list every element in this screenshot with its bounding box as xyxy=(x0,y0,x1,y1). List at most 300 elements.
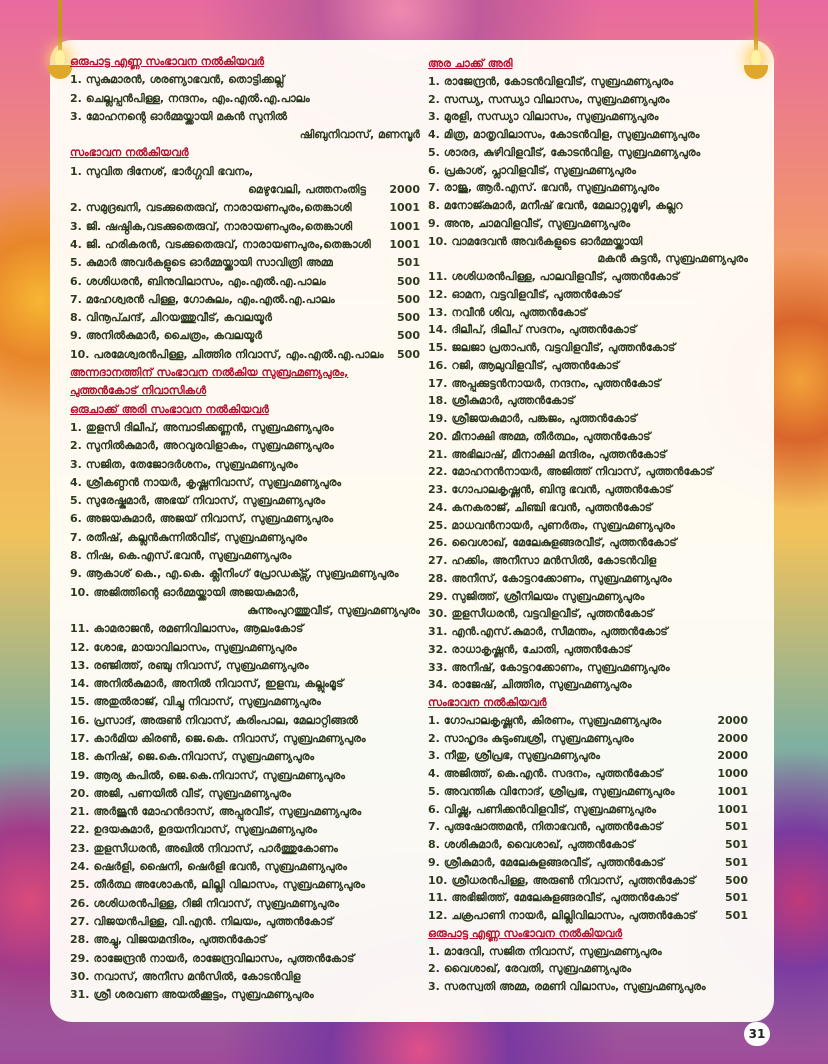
donor-text: ശ്രീജയകുമാർ, പങ്കജം, പുത്തൻകോട് xyxy=(451,412,637,425)
donor-text: വിനൂപ്ചന്ദ്, ചിറയത്തുവീട്, കവലയൂർ xyxy=(85,311,272,325)
item-number: 34. xyxy=(428,678,448,692)
list-item xyxy=(70,456,420,474)
list-item xyxy=(428,854,748,872)
list-item xyxy=(428,162,748,180)
list-item xyxy=(428,446,748,464)
list-item xyxy=(428,268,748,286)
list-item xyxy=(70,291,420,309)
donor-text: ഉദയകുമാർ, ഉദയനിവാസ്, സുബ്രഹ്മണ്യപുരം xyxy=(93,823,317,837)
donor-text: അനീസ്, കോട്ടറക്കോണം, സുബ്രഹ്മണ്യപുരം xyxy=(451,571,672,585)
donation-amount: 501 xyxy=(725,838,748,851)
donor-text: അനിൽകുമാർ, ചൈത്രം, കവലയൂർ xyxy=(85,329,263,343)
list-item xyxy=(70,199,420,217)
list-item xyxy=(70,218,420,236)
item-number: 11. xyxy=(428,891,448,905)
list-item xyxy=(70,547,420,565)
list-item xyxy=(428,481,748,499)
list-item xyxy=(428,943,748,961)
item-number: 2. xyxy=(428,731,440,745)
list-item xyxy=(428,765,748,783)
item-number: 18. xyxy=(428,394,448,408)
donor-text: അർജുൻ മോഹൻദാസ്, അപ്പുരവീട്, സുബ്രഹ്മണ്യപുരം xyxy=(93,805,362,819)
item-number: 3. xyxy=(428,110,440,124)
list-item xyxy=(70,529,420,547)
item-number: 14. xyxy=(70,677,90,691)
item-number: 6. xyxy=(70,512,82,526)
list-item xyxy=(428,818,748,836)
list-item xyxy=(428,588,748,606)
list-item xyxy=(428,712,748,730)
item-number: 23. xyxy=(70,841,90,855)
list-item xyxy=(428,410,748,428)
item-number: 3. xyxy=(70,219,82,233)
list-item xyxy=(428,730,748,748)
donor-text: അതുൽരാജ്, വിച്ചു നിവാസ്, സുബ്രഹ്മണ്യപുരം xyxy=(93,695,321,709)
donor-text: കാർമിയ കിരൺ, ജെ.കെ. നിവാസ്, സുബ്രഹ്മണ്യപുരം xyxy=(93,731,366,745)
list-item xyxy=(428,375,748,393)
list-item xyxy=(428,73,748,91)
list-item xyxy=(70,803,420,821)
item-number: 9. xyxy=(428,216,440,230)
donor-text: നിഷ, കെ.എസ്.ഭവൻ, സുബ്രഹ്മണ്യപുരം xyxy=(85,549,292,563)
donor-text: സുരേഷ്കുമാർ, അഭയ് നിവാസ്, സുബ്രഹ്മണ്യപുരം xyxy=(85,494,326,508)
list-item xyxy=(428,570,748,588)
item-number: 6. xyxy=(428,163,440,177)
item-number: 7. xyxy=(70,292,82,306)
donation-amount: 501 xyxy=(397,256,420,270)
item-number: 7. xyxy=(428,820,440,834)
item-number: 23. xyxy=(428,483,448,496)
list-item xyxy=(70,327,420,345)
item-number: 8. xyxy=(70,311,82,325)
list-item xyxy=(70,876,420,894)
list-item xyxy=(428,676,748,694)
item-number: 2. xyxy=(70,201,82,215)
donor-text: സുനിൽകുമാർ, അറവുരവിളാകം, സുബ്രഹ്മണ്യപുരം xyxy=(85,439,334,453)
list-item xyxy=(428,534,748,552)
list-item xyxy=(70,748,420,766)
list-item xyxy=(70,657,420,675)
donor-text: പുരുഷോത്തമൻ, നിതാഭവൻ, പുത്തൻകോട് xyxy=(443,820,663,834)
list-item xyxy=(428,783,748,801)
donor-text: കുമാർ അവർകളുടെ ഓർമ്മയ്ക്കായി സാവിത്രി അമ്മ xyxy=(85,256,333,270)
list-item xyxy=(70,474,420,492)
list-item xyxy=(428,960,748,978)
donor-text: അജിത്ത്, കെ.എൻ. സദനം, പുത്തൻകോട് xyxy=(443,767,663,780)
donor-text: മെഴുവേലി, പത്തനംതിട്ട xyxy=(248,183,366,197)
list-item xyxy=(428,659,748,677)
item-number: 14. xyxy=(428,323,448,337)
donor-text: എൻ.എസ്.കുമാർ, സീമന്തം, പുത്തൻകോട് xyxy=(451,625,668,638)
item-number: 15. xyxy=(70,695,90,709)
donor-text: സമുദ്രഖനി, വടക്കുതെരുവ്, നാരായണപുരം,തെങ്കാശി xyxy=(85,201,352,215)
donor-text: സന്ധ്യ, സന്ധ്യാ വിലാസം, സുബ്രഹ്മണ്യപുരം xyxy=(443,92,670,106)
donor-text: മകൻ കുട്ടൻ, സുബ്രഹ്മണ്യപുരം xyxy=(597,252,748,266)
donor-text: ശശികുമാർ, വൈശാഖ്, പുത്തൻകോട് xyxy=(443,838,635,851)
list-item xyxy=(70,767,420,785)
item-number: 27. xyxy=(70,914,90,928)
list-item xyxy=(70,309,420,327)
donor-text: നീതു, ശ്രീപ്രഭ, സുബ്രഹ്മണ്യപുരം xyxy=(443,749,600,763)
item-number: 31. xyxy=(428,625,448,638)
donor-text: നവാസ്, അനീസ മൻസിൽ, കോടൻവിള xyxy=(93,969,301,983)
list-item xyxy=(428,889,748,907)
donor-text: വിഷ്ണു, പണിക്കൻവിളവീട്, സുബ്രഹ്മണ്യപുരം xyxy=(443,802,656,816)
donor-text: തുളസീധരൻ, അഖിൽ നിവാസ്, പാർത്തുകോണം xyxy=(93,841,338,855)
item-number: 3. xyxy=(70,457,82,471)
list-item-continuation xyxy=(428,250,748,268)
list-item xyxy=(428,321,748,339)
donor-text: ഗോപാലകൃഷ്ണൻ, കിരണം, സുബ്രഹ്മണ്യപുരം xyxy=(443,713,662,727)
donor-text: നവീൻ ശിവ, പുത്തൻകോട് xyxy=(451,305,587,319)
list-item xyxy=(70,510,420,528)
donor-text: കനിഷ്, ജെ.കെ.നിവാസ്, സുബ്രഹ്മണ്യപുരം xyxy=(93,750,315,764)
right-column xyxy=(428,55,748,996)
donor-text: വാമദേവൻ അവർകളുടെ ഓർമ്മയ്ക്കായി xyxy=(451,234,643,248)
donor-text: രാജേന്ദ്രൻ നായർ, രാജേന്ദ്രവിലാസം, പുത്തൻകോട് xyxy=(93,951,355,965)
item-number: 3. xyxy=(428,980,440,993)
page-number: 31 xyxy=(744,1022,770,1046)
item-number: 9. xyxy=(70,567,82,581)
donor-text: ഷിബുനിവാസ്, മണമ്പൂർ xyxy=(299,128,420,142)
list-item xyxy=(70,163,420,181)
item-number: 12. xyxy=(428,287,448,301)
left-column xyxy=(70,53,420,1004)
item-number: 29. xyxy=(70,951,90,965)
item-number: 4. xyxy=(70,475,82,489)
donation-amount: 501 xyxy=(725,820,748,834)
donor-text: ശശിധരൻ, ബിനുവിലാസം, എം.എൽ.എ.പാലം xyxy=(85,274,326,288)
donor-text: അഭിജിത്ത്, മേലേകുളങ്ങരവീട്, പുത്തൻകോട് xyxy=(451,891,678,905)
item-number: 22. xyxy=(428,465,448,479)
item-number: 22. xyxy=(70,823,90,837)
donor-text: വൈശാഖ്, മേലേകുളങ്ങരവീട്, പുത്തൻകോട് xyxy=(451,536,677,550)
item-number: 4. xyxy=(428,767,440,780)
item-number: 26. xyxy=(70,896,90,910)
list-item xyxy=(70,620,420,638)
list-item xyxy=(70,931,420,949)
donor-text: തുളസീധരൻ, വട്ടവിളവീട്, പുത്തൻകോട് xyxy=(451,607,654,621)
donation-amount: 1001 xyxy=(389,201,420,215)
donor-text: ജലജാ പ്രതാപൻ, വട്ടവിളവീട്, പുത്തൻകോട് xyxy=(451,341,676,354)
item-number: 1. xyxy=(70,73,82,87)
list-item xyxy=(70,821,420,839)
donor-text: വൈശാഖ്, രേവതി, സുബ്രഹ്മണ്യപുരം xyxy=(443,962,632,976)
donation-amount: 2000 xyxy=(389,183,420,197)
donor-text: രതീഷ്, കല്ലൻകുന്നിൽവീട്, സുബ്രഹ്മണ്യപുരം xyxy=(85,530,307,544)
section-heading: ഒരുപാട്ട എണ്ണ സംഭാവന നൽകിയവർ xyxy=(428,926,623,940)
donor-text: ആകാശ് കെ., എ.കെ. ക്ലീനിംഗ് പ്രോഡക്ട്സ്, സുബ്രഹ്മണ്യപുരം xyxy=(85,567,399,581)
list-item-continuation xyxy=(70,181,420,199)
item-number: 16. xyxy=(70,713,90,727)
donor-text: അച്ചു, വിജയമന്ദിരം, പുത്തൻകോട് xyxy=(93,933,267,947)
item-number: 10. xyxy=(70,347,90,361)
item-number: 27. xyxy=(428,554,448,567)
donor-text: ശശിധരൻപിള്ള, പാലവിളവീട്, പുത്തൻകോട് xyxy=(451,270,679,283)
donor-text: സുകുമാരൻ, ശരണ്യാഭവൻ, തൊട്ടിക്കല്ല് xyxy=(85,73,285,87)
donor-text: രാധാകൃഷ്ണൻ, ചോതി, പുത്തൻകോട് xyxy=(451,642,632,656)
item-number: 9. xyxy=(428,855,440,869)
donor-text: തുളസി ദിലീപ്, അമ്പാടിക്കണ്ണൻ, സുബ്രഹ്മണ്യപുരം xyxy=(85,420,334,434)
item-number: 8. xyxy=(428,838,440,851)
item-number: 6. xyxy=(70,274,82,288)
item-number: 5. xyxy=(428,784,440,798)
list-item xyxy=(428,126,748,144)
donor-text: കുന്നുംപുറത്തുവീട്, സുബ്രഹ്മണ്യപുരം xyxy=(247,603,420,617)
item-number: 10. xyxy=(428,234,448,248)
item-number: 25. xyxy=(428,518,448,532)
list-item xyxy=(428,836,748,854)
donor-text: അഭിലാഷ്, മീനാക്ഷി മന്ദിരം, പുത്തൻകോട് xyxy=(451,447,667,461)
item-number: 11. xyxy=(428,270,448,283)
donation-amount: 500 xyxy=(397,347,420,361)
donation-amount: 500 xyxy=(725,873,748,887)
donor-text: മനോജ്കുമാർ, മനീഷ് ഭവൻ, മേലാറ്റുമൂഴി, കല്ലറ xyxy=(443,199,683,212)
list-item xyxy=(428,463,748,481)
donor-text: മോഹനന്റെ ഓർമ്മയ്ക്കായി മകൻ സുനിൽ xyxy=(85,109,288,123)
donor-text: രഞ്ജിത്ത്, രഞ്ചു നിവാസ്, സുബ്രഹ്മണ്യപുരം xyxy=(93,658,309,672)
donation-amount: 1000 xyxy=(717,767,748,780)
item-number: 18. xyxy=(70,750,90,764)
section-heading: ഒരുപാട്ട എണ്ണ സംഭാവന നൽകിയവർ xyxy=(70,55,265,68)
donor-text: അജയകുമാർ, അജയ് നിവാസ്, സുബ്രഹ്മണ്യപുരം xyxy=(85,512,334,526)
list-item xyxy=(428,872,748,890)
item-number: 30. xyxy=(70,969,90,983)
donor-text: മുരളി, സന്ധ്യാ വിലാസം, സുബ്രഹ്മണ്യപുരം xyxy=(443,110,659,124)
donor-text: അനു, ചാമവിളവീട്, സുബ്രഹ്മണ്യപുരം xyxy=(443,216,631,230)
list-item xyxy=(428,978,748,996)
item-number: 11. xyxy=(70,622,90,636)
item-number: 10. xyxy=(428,873,448,887)
list-item xyxy=(70,858,420,876)
donor-text: ജി. ഹരികരൻ, വടക്കുതെരുവ്, നാരായണപുരം,തെങ്കാശി xyxy=(85,237,371,251)
item-number: 7. xyxy=(70,530,82,544)
donor-text: ചെല്ലപ്പൻപിള്ള, നന്ദനം, എം.എൽ.എ.പാലം xyxy=(85,91,310,105)
donor-text: ഷെർളി, ഷൈനി, ഷെർളി ഭവൻ, സുബ്രഹ്മണ്യപുരം xyxy=(93,860,348,874)
list-item xyxy=(70,986,420,1004)
item-number: 26. xyxy=(428,536,448,550)
donation-amount: 500 xyxy=(397,329,420,343)
item-number: 1. xyxy=(428,74,440,88)
donor-text: ജി. ഷഷ്ഠിക,വടക്കുതെരുവ്, നാരായണപുരം,തെങ്കാശി xyxy=(85,219,353,233)
section-heading: സംഭാവന നൽകിയവർ xyxy=(70,146,189,160)
donor-text: തീർത്ഥ അശോകൻ, ലില്ലി വിലാസം, സുബ്രഹ്മണ്യപുരം xyxy=(93,878,366,892)
list-item xyxy=(70,108,420,126)
donor-text: മിത്ര, മാതൃവിലാസം, കോടൻവിള, സുബ്രഹ്മണ്യപുരം xyxy=(443,128,700,141)
donor-text: സജിത, തേജോദർശനം, സുബ്രഹ്മണ്യപുരം xyxy=(85,457,298,471)
item-number: 2. xyxy=(70,91,82,105)
item-number: 16. xyxy=(428,358,448,372)
section-heading: ഒരുചാക്ക് അരി സംഭാവന നൽകിയവർ xyxy=(70,402,269,416)
donor-text: അപ്പുക്കുട്ടൻനായർ, നന്ദനം, പുത്തൻകോട് xyxy=(451,376,661,390)
list-item xyxy=(70,675,420,693)
list-item xyxy=(428,357,748,375)
item-number: 28. xyxy=(428,571,448,585)
list-item xyxy=(70,90,420,108)
donor-text: രാജു, ആർ.എസ്. ഭവൻ, സുബ്രഹ്മണ്യപുരം xyxy=(443,181,660,195)
donor-text: മാദേവി, സജിത നിവാസ്, സുബ്രഹ്മണ്യപുരം xyxy=(443,944,662,958)
donation-amount: 501 xyxy=(725,909,748,922)
list-item-continuation xyxy=(70,602,420,620)
item-number: 5. xyxy=(70,494,82,508)
list-item xyxy=(428,179,748,197)
donation-amount: 500 xyxy=(397,292,420,306)
item-number: 4. xyxy=(428,128,440,141)
item-number: 29. xyxy=(428,589,448,603)
list-item xyxy=(70,71,420,89)
item-number: 5. xyxy=(70,256,82,270)
list-item xyxy=(428,623,748,641)
item-number: 1. xyxy=(428,713,440,727)
list-item xyxy=(70,565,420,583)
list-item xyxy=(70,346,420,364)
list-item xyxy=(428,286,748,304)
list-item xyxy=(428,392,748,410)
item-number: 3. xyxy=(70,109,82,123)
donor-text: കനകരാജ്, ചിഞ്ചി ഭവൻ, പുത്തൻകോട് xyxy=(451,500,653,514)
item-number: 32. xyxy=(428,642,448,656)
donation-amount: 2000 xyxy=(717,713,748,727)
item-number: 21. xyxy=(70,805,90,819)
donor-text: പ്രകാശ്, പ്ലാവിളവീട്, സുബ്രഹ്മണ്യപുരം xyxy=(443,163,637,177)
donor-text: മീനാക്ഷി അമ്മ, തീർത്ഥം, പുത്തൻകോട് xyxy=(451,429,651,443)
donor-text: സാഹൃദം കുടുംബശ്രീ, സുബ്രഹ്മണ്യപുരം xyxy=(443,731,634,745)
donation-amount: 1001 xyxy=(717,784,748,798)
donor-text: അനീഷ്, കോട്ടറക്കോണം, സുബ്രഹ്മണ്യപുരം xyxy=(451,660,670,674)
list-item xyxy=(428,339,748,357)
item-number: 12. xyxy=(70,640,90,654)
list-item xyxy=(428,233,748,251)
item-number: 17. xyxy=(428,376,448,390)
list-item xyxy=(70,693,420,711)
donation-amount: 1001 xyxy=(389,237,420,251)
section-heading: സംഭാവന നൽകിയവർ xyxy=(428,696,547,709)
donor-text: മാധവൻനായർ, പുണർതം, സുബ്രഹ്മണ്യപുരം xyxy=(451,518,675,532)
donor-text: റജി, ആലുവിളവീട്, പുത്തൻകോട് xyxy=(451,358,619,372)
list-item xyxy=(70,584,420,602)
donor-text: രാജേഷ്, ചിത്തിര, സുബ്രഹ്മണ്യപുരം xyxy=(451,678,632,692)
donor-text: അനിൽകുമാർ, അനിൽ നിവാസ്, ഇളമ്പ, കല്ലുംമൂട് xyxy=(93,677,344,691)
section-heading: പുത്തൻകോട് നിവാസികൾ xyxy=(70,384,207,398)
list-item xyxy=(428,605,748,623)
item-number: 21. xyxy=(428,447,448,461)
item-number: 19. xyxy=(428,412,448,425)
item-number: 1. xyxy=(70,164,82,178)
item-number: 30. xyxy=(428,607,448,621)
donor-text: മഹേശ്വരൻ പിള്ള, ഗോകുലം, എം.എൽ.എ.പാലം xyxy=(85,292,335,306)
item-number: 19. xyxy=(70,768,90,782)
donor-text: ചക്രപാണി നായർ, ലില്ലിവിലാസം, പുത്തൻകോട് xyxy=(451,909,697,922)
list-item xyxy=(70,730,420,748)
item-number: 7. xyxy=(428,181,440,195)
donation-amount: 1001 xyxy=(389,219,420,233)
donor-text: പരമേശ്വരൻപിള്ള, ചിത്തിര നിവാസ്, എം.എൽ.എ.പാലം xyxy=(93,347,384,361)
list-item xyxy=(70,639,420,657)
donor-text: അജിത്തിന്റെ ഓർമ്മയ്ക്കായി അജയകുമാർ, xyxy=(93,585,300,599)
donor-text: പ്രസാദ്, അരുൺ നിവാസ്, കരിംപാല, മേലാറ്റിങ്ങൽ xyxy=(93,713,358,727)
list-item xyxy=(428,144,748,162)
list-item xyxy=(428,641,748,659)
list-item xyxy=(428,747,748,765)
list-item xyxy=(428,108,748,126)
list-item xyxy=(428,499,748,517)
donor-text: രാജേന്ദ്രൻ, കോടൻവിളവീട്, സുബ്രഹ്മണ്യപുരം xyxy=(443,74,674,88)
item-number: 25. xyxy=(70,878,90,892)
item-number: 17. xyxy=(70,731,90,745)
donor-text: ആര്യ കപിൽ, ജെ.കെ.നിവാസ്, സുബ്രഹ്മണ്യപുരം xyxy=(93,768,346,782)
item-number: 20. xyxy=(70,786,90,800)
list-item xyxy=(70,968,420,986)
donation-amount: 501 xyxy=(725,891,748,905)
list-item xyxy=(70,492,420,510)
donor-text: സുവിത ദിനേശ്, ഭാർഗ്ഗവി ഭവനം, xyxy=(85,164,254,178)
item-number: 20. xyxy=(428,429,448,443)
donor-text: വിജയൻപിള്ള, വി.എൻ. നിലയം, പുത്തൻകോട് xyxy=(93,914,334,928)
item-number: 33. xyxy=(428,660,448,674)
donation-amount: 501 xyxy=(725,855,748,869)
donor-text: ഹക്കിം, അനീസാ മൻസിൽ, കോടൻവിള xyxy=(451,554,657,567)
item-number: 24. xyxy=(70,860,90,874)
donor-text: ശ്രീധരൻപിള്ള, അരുൺ നിവാസ്, പുത്തൻകോട് xyxy=(451,873,696,887)
item-number: 31. xyxy=(70,988,90,1002)
donor-text: ശാരദ, കുഴിവിളവീട്, കോടൻവിള, സുബ്രഹ്മണ്യപുരം xyxy=(443,145,701,159)
list-item xyxy=(70,419,420,437)
item-number: 2. xyxy=(428,962,440,976)
list-item xyxy=(70,712,420,730)
list-item xyxy=(428,304,748,322)
item-number: 13. xyxy=(70,658,90,672)
item-number: 9. xyxy=(70,329,82,343)
item-number: 1. xyxy=(428,944,440,958)
list-item xyxy=(70,785,420,803)
list-item xyxy=(428,907,748,925)
section-heading: അന്നദാനത്തിന് സംഭാവന നൽകിയ സുബ്രഹ്മണ്യപുരം, xyxy=(70,366,349,380)
list-item xyxy=(70,437,420,455)
donor-text: അജി, പണയിൽ വീട്, സുബ്രഹ്മണ്യപുരം xyxy=(93,786,292,800)
item-number: 5. xyxy=(428,145,440,159)
item-number: 2. xyxy=(428,92,440,106)
donation-amount: 2000 xyxy=(717,749,748,763)
list-item xyxy=(428,91,748,109)
item-number: 2. xyxy=(70,439,82,453)
donor-text: ശ്രീകുമാർ, പുത്തൻകോട് xyxy=(451,394,575,408)
list-item xyxy=(428,517,748,535)
donor-text: ഗോപാലകൃഷ്ണൻ, ബിന്ദു ഭവൻ, പുത്തൻകോട് xyxy=(451,483,672,496)
donor-text: ശ്രീകുമാർ, മേലേകുളങ്ങരവീട്, പുത്തൻകോട് xyxy=(443,855,664,869)
list-item xyxy=(70,913,420,931)
donor-text: ശോഭ, മായാവിലാസം, സുബ്രഹ്മണ്യപുരം xyxy=(93,640,297,654)
donor-text: അവന്തിക വിനോദ്, ശ്രീപ്രഭ, സുബ്രഹ്മണ്യപുരം xyxy=(443,784,675,798)
donor-text: ശശിധരൻപിള്ള, റിജി നിവാസ്, സുബ്രഹ്മണ്യപുരം xyxy=(93,896,339,910)
donor-text: ശ്രീകണ്ഠൻ നായർ, കൃഷ്ണനിവാസ്, സുബ്രഹ്മണ്യപുരം xyxy=(85,475,342,489)
list-item xyxy=(70,254,420,272)
donor-text: ശ്രീ ശരവണ അയൽക്കൂട്ടം, സുബ്രഹ്മണ്യപുരം xyxy=(93,988,314,1002)
list-item xyxy=(70,840,420,858)
item-number: 1. xyxy=(70,420,82,434)
list-item xyxy=(70,895,420,913)
item-number: 4. xyxy=(70,237,82,251)
donor-text: ദിലീപ്, ദിലീപ് സദനം, പുത്തൻകോട് xyxy=(451,323,637,337)
item-number: 8. xyxy=(428,199,440,212)
donation-amount: 1001 xyxy=(717,802,748,816)
list-item xyxy=(428,215,748,233)
donor-text: സരസ്വതി അമ്മ, രമണി വിലാസം, സുബ്രഹ്മണ്യപുരം xyxy=(443,980,706,993)
donor-text: കാമരാജൻ, രമണിവിലാസം, ആലംകോട് xyxy=(93,622,304,636)
list-item xyxy=(70,236,420,254)
item-number: 24. xyxy=(428,500,448,514)
donor-text: സുജിത്ത്, ശ്രീനിലയം സുബ്രഹ്മണ്യപുരം xyxy=(451,589,645,603)
list-item xyxy=(70,950,420,968)
